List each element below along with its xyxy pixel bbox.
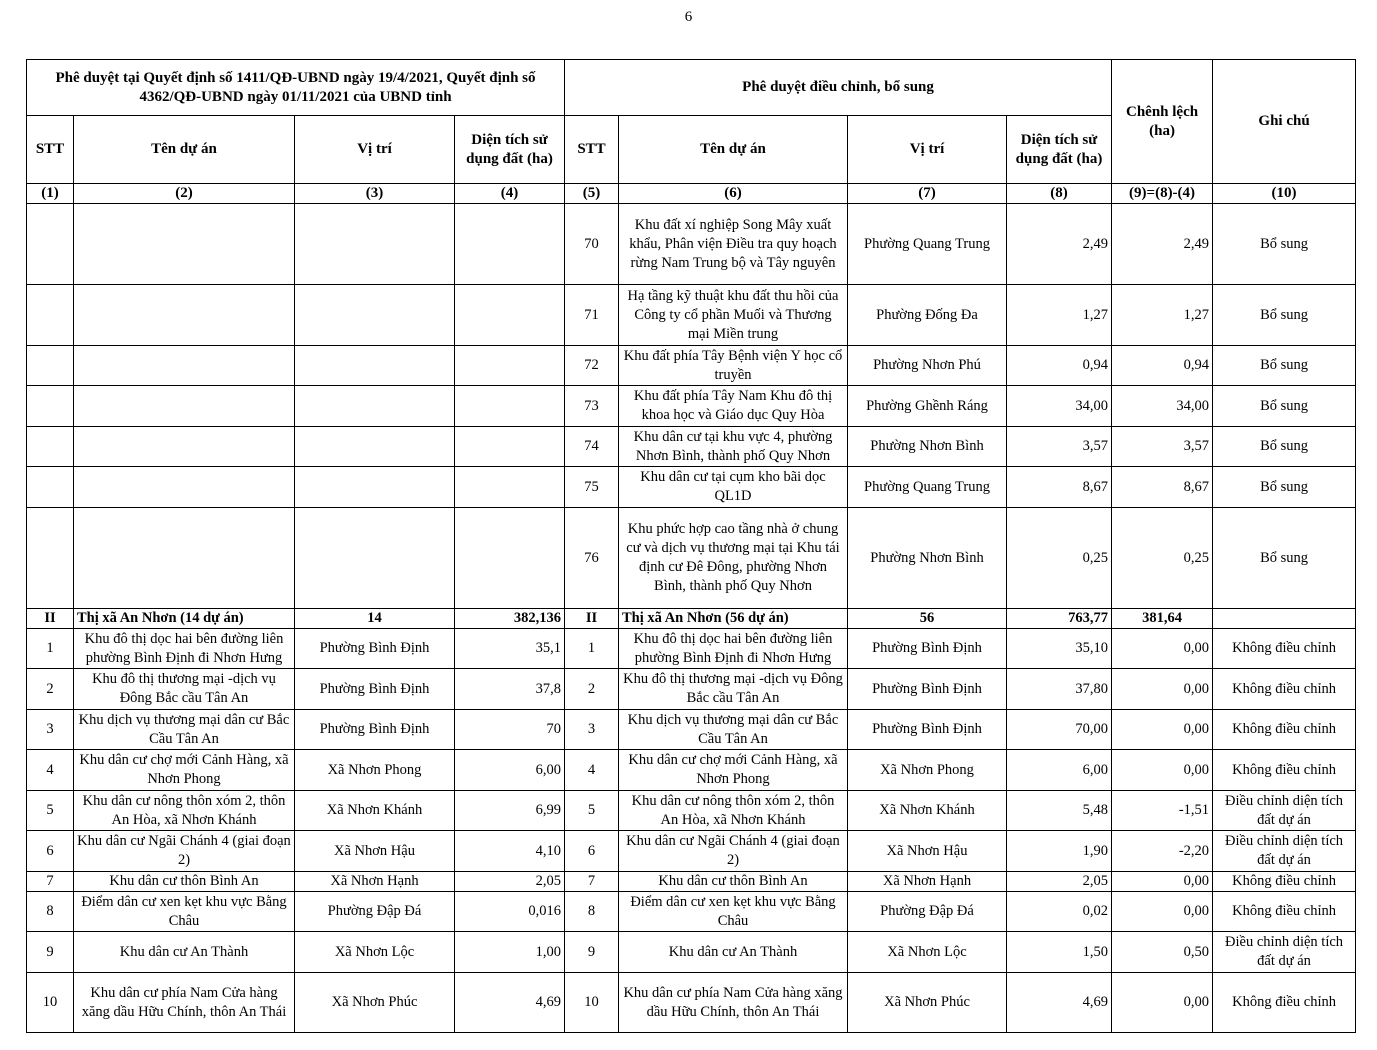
difference-cell: -1,51 — [1112, 791, 1213, 831]
difference-cell: 0,00 — [1112, 669, 1213, 710]
empty-cell — [74, 427, 295, 467]
note-cell: Không điều chỉnh — [1213, 710, 1356, 750]
project-name-cell: Hạ tầng kỹ thuật khu đất thu hồi của Công ty cổ phần Muối và Thương mại Miền trung — [619, 285, 848, 346]
difference-cell: 0,00 — [1112, 629, 1213, 669]
page-number: 6 — [684, 9, 693, 25]
area-cell-right: 1,50 — [1007, 932, 1112, 973]
empty-cell — [74, 204, 295, 285]
stt-cell-right: 5 — [565, 791, 619, 831]
header-number: (5) — [565, 184, 619, 204]
location-cell-right: Phường Bình Định — [848, 669, 1007, 710]
note-cell: Bổ sung — [1213, 204, 1356, 285]
project-name-cell-left: Khu dân cư thôn Bình An — [74, 872, 295, 892]
location-cell-left: Xã Nhơn Hạnh — [295, 872, 455, 892]
stt-cell-left: 1 — [27, 629, 74, 669]
area-cell-left: 2,05 — [455, 872, 565, 892]
location-cell: Phường Quang Trung — [848, 204, 1007, 285]
area-cell: 0,25 — [1007, 508, 1112, 609]
header-stt-right: STT — [565, 116, 619, 184]
stt-cell-left: 9 — [27, 932, 74, 973]
header-adjusted-group: Phê duyệt điều chỉnh, bổ sung — [565, 60, 1112, 116]
empty-cell — [295, 204, 455, 285]
location-cell-right: Xã Nhơn Hậu — [848, 831, 1007, 872]
area-cell-right: 5,48 — [1007, 791, 1112, 831]
header-number: (7) — [848, 184, 1007, 204]
project-name-cell-right: Khu dân cư An Thành — [619, 932, 848, 973]
stt-cell-left: 5 — [27, 791, 74, 831]
project-name-cell-left: Khu dân cư Ngãi Chánh 4 (giai đoạn 2) — [74, 831, 295, 872]
note-cell: Không điều chỉnh — [1213, 629, 1356, 669]
location-cell: Phường Ghềnh Ráng — [848, 386, 1007, 427]
difference-cell: 3,57 — [1112, 427, 1213, 467]
stt-cell: 71 — [565, 285, 619, 346]
difference-cell: 8,67 — [1112, 467, 1213, 508]
empty-cell — [74, 386, 295, 427]
empty-cell — [27, 386, 74, 427]
header-number: (8) — [1007, 184, 1112, 204]
note-cell: Không điều chỉnh — [1213, 892, 1356, 932]
area-cell-right: 70,00 — [1007, 710, 1112, 750]
stt-cell-left: 10 — [27, 973, 74, 1033]
project-name-cell: Khu đất phía Tây Bệnh viện Y học cổ truyền — [619, 346, 848, 386]
stt-cell-right: 7 — [565, 872, 619, 892]
empty-cell — [27, 285, 74, 346]
empty-cell — [455, 508, 565, 609]
section-area-right: 763,77 — [1007, 609, 1112, 629]
project-name-cell-right: Khu dân cư nông thôn xóm 2, thôn An Hòa, xã Nhơn Khánh — [619, 791, 848, 831]
header-stt-left: STT — [27, 116, 74, 184]
empty-cell — [27, 427, 74, 467]
header-area-right: Diện tích sử dụng đất (ha) — [1007, 116, 1112, 184]
empty-cell — [455, 427, 565, 467]
stt-cell-right: 4 — [565, 750, 619, 791]
difference-cell: 2,49 — [1112, 204, 1213, 285]
area-cell-left: 70 — [455, 710, 565, 750]
area-cell: 8,67 — [1007, 467, 1112, 508]
area-cell-right: 6,00 — [1007, 750, 1112, 791]
empty-cell — [74, 467, 295, 508]
difference-cell: 34,00 — [1112, 386, 1213, 427]
empty-cell — [455, 285, 565, 346]
empty-cell — [27, 346, 74, 386]
project-name-cell: Khu phức hợp cao tầng nhà ở chung cư và dịch vụ thương mại tại Khu tái định cư Đê Đông, phường Nhơn Bình, thành phố Quy Nhơn — [619, 508, 848, 609]
section-name-left: Thị xã An Nhơn (14 dự án) — [74, 609, 295, 629]
project-name-cell-left: Khu đô thị thương mại -dịch vụ Đông Bắc cầu Tân An — [74, 669, 295, 710]
project-name-cell-right: Khu dân cư Ngãi Chánh 4 (giai đoạn 2) — [619, 831, 848, 872]
location-cell-left: Phường Bình Định — [295, 629, 455, 669]
empty-cell — [74, 508, 295, 609]
section-count-left: 14 — [295, 609, 455, 629]
project-name-cell: Khu đất xí nghiệp Song Mây xuất khẩu, Phân viện Điều tra quy hoạch rừng Nam Trung bộ và Tây nguyên — [619, 204, 848, 285]
area-cell-left: 0,016 — [455, 892, 565, 932]
location-cell-left: Phường Bình Định — [295, 710, 455, 750]
location-cell-left: Phường Đập Đá — [295, 892, 455, 932]
table-row — [27, 892, 1356, 932]
header-number: (10) — [1213, 184, 1356, 204]
area-cell-left: 6,99 — [455, 791, 565, 831]
note-cell: Bổ sung — [1213, 386, 1356, 427]
stt-cell: 76 — [565, 508, 619, 609]
difference-cell: 0,00 — [1112, 872, 1213, 892]
difference-cell: 1,27 — [1112, 285, 1213, 346]
stt-cell: 75 — [565, 467, 619, 508]
empty-cell — [27, 508, 74, 609]
section-count-right: 56 — [848, 609, 1007, 629]
section-name-right: Thị xã An Nhơn (56 dự án) — [619, 609, 848, 629]
project-name-cell-right: Khu dân cư chợ mới Cảnh Hàng, xã Nhơn Phong — [619, 750, 848, 791]
stt-cell-left: 8 — [27, 892, 74, 932]
table-row — [27, 750, 1356, 791]
area-cell-right: 1,90 — [1007, 831, 1112, 872]
stt-cell-right: 3 — [565, 710, 619, 750]
table-body — [27, 60, 1356, 1033]
stt-cell-left: 7 — [27, 872, 74, 892]
location-cell-right: Phường Bình Định — [848, 629, 1007, 669]
empty-cell — [455, 346, 565, 386]
project-name-cell-right: Khu đô thị dọc hai bên đường liên phường Bình Định đi Nhơn Hưng — [619, 629, 848, 669]
note-cell: Bổ sung — [1213, 427, 1356, 467]
project-name-cell: Khu đất phía Tây Nam Khu đô thị khoa học và Giáo dục Quy Hòa — [619, 386, 848, 427]
area-cell-right: 37,80 — [1007, 669, 1112, 710]
header-difference: Chênh lệch (ha) — [1112, 60, 1213, 184]
project-name-cell-right: Khu đô thị thương mại -dịch vụ Đông Bắc cầu Tân An — [619, 669, 848, 710]
table-row — [27, 791, 1356, 831]
empty-cell — [295, 467, 455, 508]
location-cell: Phường Đống Đa — [848, 285, 1007, 346]
project-name-cell-left: Khu dân cư chợ mới Cảnh Hàng, xã Nhơn Phong — [74, 750, 295, 791]
note-cell: Bổ sung — [1213, 346, 1356, 386]
location-cell-right: Xã Nhơn Hạnh — [848, 872, 1007, 892]
area-cell: 2,49 — [1007, 204, 1112, 285]
difference-cell: 0,00 — [1112, 973, 1213, 1033]
location-cell-left: Xã Nhơn Hậu — [295, 831, 455, 872]
difference-cell: 0,50 — [1112, 932, 1213, 973]
table-row — [27, 669, 1356, 710]
project-name-cell-right: Khu dịch vụ thương mại dân cư Bắc Cầu Tân An — [619, 710, 848, 750]
area-cell: 3,57 — [1007, 427, 1112, 467]
empty-cell — [295, 285, 455, 346]
table-row — [27, 831, 1356, 872]
difference-cell: 0,00 — [1112, 892, 1213, 932]
note-cell: Không điều chỉnh — [1213, 973, 1356, 1033]
table-row — [27, 386, 1356, 427]
stt-cell-right: 6 — [565, 831, 619, 872]
location-cell-left: Xã Nhơn Khánh — [295, 791, 455, 831]
header-note: Ghi chú — [1213, 60, 1356, 184]
header-number: (6) — [619, 184, 848, 204]
area-cell: 34,00 — [1007, 386, 1112, 427]
empty-cell — [455, 467, 565, 508]
header-location-right: Vị trí — [848, 116, 1007, 184]
stt-cell-right: 2 — [565, 669, 619, 710]
note-cell: Điều chỉnh diện tích đất dự án — [1213, 791, 1356, 831]
empty-cell — [455, 204, 565, 285]
area-cell-left: 4,69 — [455, 973, 565, 1033]
area-cell-left: 37,8 — [455, 669, 565, 710]
section-stt-right: II — [565, 609, 619, 629]
difference-cell: 0,94 — [1112, 346, 1213, 386]
area-cell-left: 4,10 — [455, 831, 565, 872]
empty-cell — [27, 467, 74, 508]
table-row — [27, 508, 1356, 609]
table-row — [27, 629, 1356, 669]
empty-cell — [74, 285, 295, 346]
empty-cell — [295, 346, 455, 386]
section-stt-left: II — [27, 609, 74, 629]
project-name-cell-right: Khu dân cư thôn Bình An — [619, 872, 848, 892]
header-numbers-row — [27, 184, 1356, 204]
header-number: (4) — [455, 184, 565, 204]
stt-cell-right: 8 — [565, 892, 619, 932]
section-difference: 381,64 — [1112, 609, 1213, 629]
location-cell-right: Xã Nhơn Lộc — [848, 932, 1007, 973]
empty-cell — [74, 346, 295, 386]
location-cell-right: Phường Bình Định — [848, 710, 1007, 750]
area-cell: 0,94 — [1007, 346, 1112, 386]
header-name-left: Tên dự án — [74, 116, 295, 184]
project-name-cell-left: Điểm dân cư xen kẹt khu vực Bằng Châu — [74, 892, 295, 932]
location-cell-left: Xã Nhơn Phúc — [295, 973, 455, 1033]
project-name-cell: Khu dân cư tại khu vực 4, phường Nhơn Bình, thành phố Quy Nhơn — [619, 427, 848, 467]
table-row — [27, 973, 1356, 1033]
stt-cell-left: 3 — [27, 710, 74, 750]
header-group-row — [27, 60, 1356, 116]
table-row — [27, 285, 1356, 346]
location-cell-right: Xã Nhơn Phúc — [848, 973, 1007, 1033]
location-cell-left: Xã Nhơn Lộc — [295, 932, 455, 973]
table-row — [27, 710, 1356, 750]
location-cell: Phường Quang Trung — [848, 467, 1007, 508]
area-cell-left: 6,00 — [455, 750, 565, 791]
location-cell-right: Phường Đập Đá — [848, 892, 1007, 932]
empty-cell — [1213, 609, 1356, 629]
location-cell: Phường Nhơn Bình — [848, 508, 1007, 609]
section-row — [27, 609, 1356, 629]
area-cell: 1,27 — [1007, 285, 1112, 346]
section-area-left: 382,136 — [455, 609, 565, 629]
difference-cell: -2,20 — [1112, 831, 1213, 872]
note-cell: Không điều chỉnh — [1213, 669, 1356, 710]
empty-cell — [455, 386, 565, 427]
table-row — [27, 872, 1356, 892]
location-cell-left: Xã Nhơn Phong — [295, 750, 455, 791]
header-number: (9)=(8)-(4) — [1112, 184, 1213, 204]
area-cell-left: 1,00 — [455, 932, 565, 973]
location-cell: Phường Nhơn Bình — [848, 427, 1007, 467]
project-table — [26, 59, 1356, 1033]
location-cell-right: Xã Nhơn Khánh — [848, 791, 1007, 831]
stt-cell-left: 6 — [27, 831, 74, 872]
header-number: (1) — [27, 184, 74, 204]
location-cell-right: Xã Nhơn Phong — [848, 750, 1007, 791]
project-name-cell: Khu dân cư tại cụm kho bãi dọc QL1D — [619, 467, 848, 508]
project-name-cell-left: Khu dịch vụ thương mại dân cư Bắc Cầu Tân An — [74, 710, 295, 750]
table-row — [27, 932, 1356, 973]
table-row — [27, 346, 1356, 386]
project-name-cell-right: Điểm dân cư xen kẹt khu vực Bằng Châu — [619, 892, 848, 932]
difference-cell: 0,00 — [1112, 750, 1213, 791]
area-cell-left: 35,1 — [455, 629, 565, 669]
stt-cell: 74 — [565, 427, 619, 467]
project-name-cell-left: Khu dân cư An Thành — [74, 932, 295, 973]
stt-cell-right: 10 — [565, 973, 619, 1033]
project-name-cell-left: Khu dân cư phía Nam Cửa hàng xăng dầu Hữu Chính, thôn An Thái — [74, 973, 295, 1033]
note-cell: Không điều chỉnh — [1213, 750, 1356, 791]
note-cell: Không điều chỉnh — [1213, 872, 1356, 892]
area-cell-right: 2,05 — [1007, 872, 1112, 892]
note-cell: Bổ sung — [1213, 508, 1356, 609]
empty-cell — [27, 204, 74, 285]
stt-cell-right: 1 — [565, 629, 619, 669]
header-location-left: Vị trí — [295, 116, 455, 184]
stt-cell: 70 — [565, 204, 619, 285]
header-number: (2) — [74, 184, 295, 204]
note-cell: Điều chỉnh diện tích đất dự án — [1213, 932, 1356, 973]
stt-cell-left: 4 — [27, 750, 74, 791]
empty-cell — [295, 386, 455, 427]
stt-cell: 73 — [565, 386, 619, 427]
difference-cell: 0,00 — [1112, 710, 1213, 750]
area-cell-right: 0,02 — [1007, 892, 1112, 932]
stt-cell-left: 2 — [27, 669, 74, 710]
table-row — [27, 204, 1356, 285]
header-approved-group: Phê duyệt tại Quyết định số 1411/QĐ-UBND ngày 19/4/2021, Quyết định số 4362/QĐ-UBND ngày 01/11/2021 của UBND tỉnh — [27, 60, 565, 116]
table-row — [27, 467, 1356, 508]
note-cell: Điều chỉnh diện tích đất dự án — [1213, 831, 1356, 872]
header-name-right: Tên dự án — [619, 116, 848, 184]
location-cell-left: Phường Bình Định — [295, 669, 455, 710]
area-cell-right: 4,69 — [1007, 973, 1112, 1033]
table-row — [27, 427, 1356, 467]
empty-cell — [295, 508, 455, 609]
project-name-cell-left: Khu dân cư nông thôn xóm 2, thôn An Hòa, xã Nhơn Khánh — [74, 791, 295, 831]
project-name-cell-left: Khu đô thị dọc hai bên đường liên phường Bình Định đi Nhơn Hưng — [74, 629, 295, 669]
note-cell: Bổ sung — [1213, 285, 1356, 346]
empty-cell — [295, 427, 455, 467]
stt-cell: 72 — [565, 346, 619, 386]
project-name-cell-right: Khu dân cư phía Nam Cửa hàng xăng dầu Hữu Chính, thôn An Thái — [619, 973, 848, 1033]
note-cell: Bổ sung — [1213, 467, 1356, 508]
location-cell: Phường Nhơn Phú — [848, 346, 1007, 386]
header-number: (3) — [295, 184, 455, 204]
stt-cell-right: 9 — [565, 932, 619, 973]
difference-cell: 0,25 — [1112, 508, 1213, 609]
header-area-left: Diện tích sử dụng đất (ha) — [455, 116, 565, 184]
area-cell-right: 35,10 — [1007, 629, 1112, 669]
